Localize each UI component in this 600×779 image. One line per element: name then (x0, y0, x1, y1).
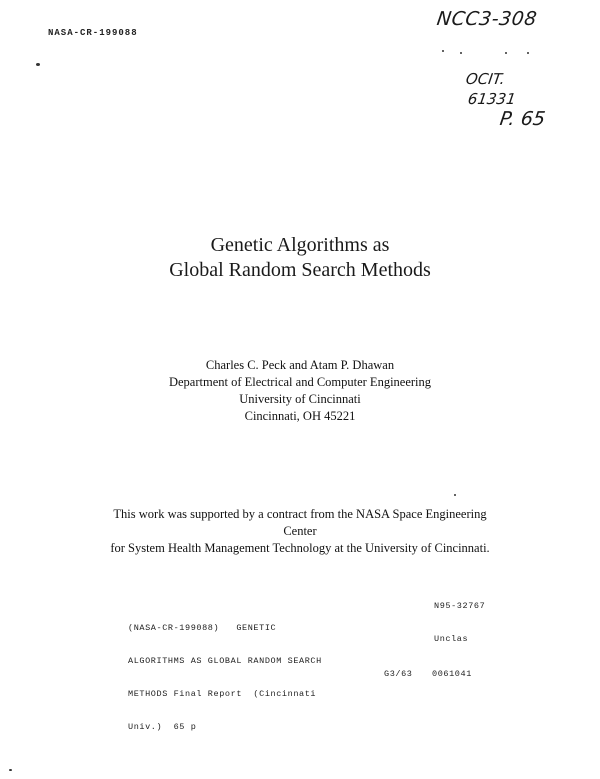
author-names: Charles C. Peck and Atam P. Dhawan (205, 358, 395, 372)
classification-status: Unclas (434, 634, 469, 644)
document-title (0, 233, 600, 283)
title-line2: Global Random Search Methods (169, 259, 431, 281)
document-number: 0061041 (432, 669, 472, 679)
title-line1: Genetic Algorithms as (210, 234, 390, 256)
catalog-line2: ALGORITHMS AS GLOBAL RANDOM SEARCH (128, 656, 322, 666)
support-line2: Center (283, 524, 317, 538)
scan-speck (454, 494, 456, 496)
support-line1: This work was supported by a contract from the NASA Space Engineering (113, 507, 487, 521)
scan-speck (527, 52, 529, 54)
handwritten-code-line1: OCIT. (464, 70, 507, 88)
report-id: NASA-CR-199088 (48, 28, 138, 38)
author-university: University of Cincinnati (239, 392, 361, 406)
scan-speck (442, 50, 444, 52)
catalog-line3: METHODS Final Report (Cincinnati (128, 689, 317, 699)
support-statement (0, 506, 600, 557)
scan-speck (36, 63, 40, 66)
author-block (0, 357, 600, 425)
subject-category: G3/63 (384, 669, 413, 679)
handwritten-contract-number: NCC3-308 (435, 8, 539, 30)
catalog-line4: Univ.) 65 p (128, 722, 197, 732)
author-department: Department of Electrical and Computer Engineering (168, 375, 432, 389)
scan-speck (460, 52, 462, 54)
catalog-citation (128, 601, 322, 755)
handwritten-code-line2: 61331 (466, 90, 517, 108)
catalog-line1: (NASA-CR-199088) GENETIC (128, 623, 277, 633)
scan-speck (9, 769, 12, 771)
handwritten-page-count: P. 65 (498, 108, 547, 130)
support-line3: for System Health Management Technology at the University of Cincinnati. (110, 541, 490, 555)
accession-number: N95-32767 (434, 601, 486, 611)
author-city: Cincinnati, OH 45221 (244, 409, 356, 423)
scan-speck (505, 52, 507, 54)
